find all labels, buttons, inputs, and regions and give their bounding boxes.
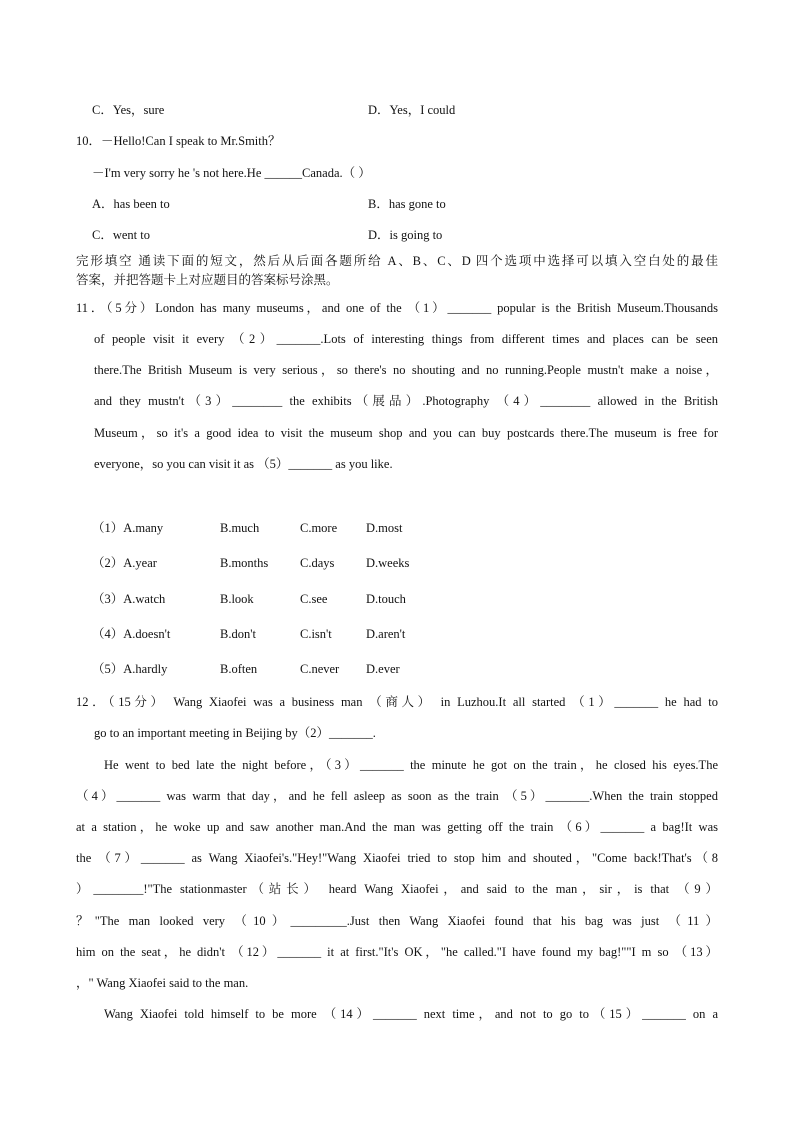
q10-option-c: C．went to: [92, 228, 150, 242]
q11-passage-line: and they mustn't（3）________ the exhibits（展品）.Photography （4）________ allowed in the British: [94, 394, 718, 408]
q11-option-row-4-c: C.isn't: [300, 627, 332, 641]
q9-option-d: D．Yes，I could: [368, 103, 456, 117]
q11-option-row-3-c: C.see: [300, 592, 328, 606]
q12-passage-line: at a station，he woke up and saw another man.And the man was getting off the train （6）_______ a bag!It was: [76, 820, 718, 834]
q11-option-row-2-d: D.weeks: [366, 556, 410, 570]
q11-option-row-1-a: （1）A.many: [92, 521, 164, 535]
q11-option-row-5-c: C.never: [300, 662, 340, 676]
q10-option-a: A．has been to: [92, 197, 170, 211]
q12-passage-line: ）________!"The stationmaster（站长） heard Wang Xiaofei，and said to the man，sir，is that （9）: [76, 882, 718, 896]
q11-option-row-5-a: （5）A.hardly: [92, 662, 168, 676]
q11-option-row-1-d: D.most: [366, 521, 403, 535]
q11-option-row-4-a: （4）A.doesn't: [92, 627, 171, 641]
q12-passage-line: （4）_______ was warm that day，and he fell asleep as soon as the train （5）_______.When the train stopped: [76, 789, 718, 803]
cloze-instructions-line1: 完形填空 通读下面的短文，然后从后面各题所给 A、B、C、D 四个选项中选择可以填入空白处的最佳: [76, 254, 718, 268]
q11-passage-line: everyone，so you can visit it as （5）_______ as you like.: [94, 457, 393, 471]
q11-passage-line: 11．（5分）London has many museums，and one of the （1）_______ popular is the British Museum.Thousands: [76, 301, 718, 315]
q11-option-row-2-c: C.days: [300, 556, 335, 570]
q12-passage-line: the （7）_______ as Wang Xiaofei's."Hey!"Wang Xiaofei tried to stop him and shouted，"Come back!That's（8: [76, 851, 718, 865]
q10-question: 10．－Hello!Can I speak to Mr.Smith？: [76, 134, 281, 148]
q10-response: －I'm very sorry he 's not here.He ______Canada.（ ）: [92, 166, 371, 180]
q11-option-row-4-d: D.aren't: [366, 627, 406, 641]
q11-option-row-4-b: B.don't: [220, 627, 256, 641]
q10-option-d: D．is going to: [368, 228, 443, 242]
q11-option-row-2-b: B.months: [220, 556, 269, 570]
q12-passage-line: ，" Wang Xiaofei said to the man.: [76, 976, 249, 990]
cloze-instructions-line2: 答案，并把答题卡上对应题目的答案标号涂黑。: [76, 273, 339, 287]
q11-option-row-3-b: B.look: [220, 592, 254, 606]
q11-passage-line: of people visit it every （2）_______.Lots of interesting things from different times and places can be seen: [94, 332, 718, 346]
q12-passage-line: He went to bed late the night before，（3）_______ the minute he got on the train，he closed his eyes.The: [104, 758, 718, 772]
q12-passage-line: go to an important meeting in Beijing by（2）_______.: [94, 726, 376, 740]
q11-option-row-5-b: B.often: [220, 662, 258, 676]
q10-option-b: B．has gone to: [368, 197, 446, 211]
q11-option-row-2-a: （2）A.year: [92, 556, 157, 570]
q11-option-row-1-b: B.much: [220, 521, 260, 535]
q11-passage-line: Museum，so it's a good idea to visit the museum shop and you can buy postcards there.The museum is free for: [94, 426, 718, 440]
q12-passage-line: 12．（15分） Wang Xiaofei was a business man （商人） in Luzhou.It all started （1）_______ he had to: [76, 695, 718, 709]
q9-option-c: C．Yes，sure: [92, 103, 165, 117]
q12-passage-line: Wang Xiaofei told himself to be more （14）_______ next time，and not to go to（15）_______ on a: [104, 1007, 718, 1021]
q12-passage-line: ？"The man looked very （10）_________.Just then Wang Xiaofei found that his bag was just （11）: [76, 914, 718, 928]
q11-option-row-5-d: D.ever: [366, 662, 400, 676]
q11-option-row-3-d: D.touch: [366, 592, 406, 606]
q11-passage-line: there.The British Museum is very serious，so there's no shouting and no running.People mustn't make a noise，: [94, 363, 718, 377]
q11-option-row-3-a: （3）A.watch: [92, 592, 166, 606]
q12-passage-line: him on the seat，he didn't （12）_______ it at first."It's OK，"he called."I have found my bag!""I m so （13）: [76, 945, 718, 959]
q11-option-row-1-c: C.more: [300, 521, 338, 535]
